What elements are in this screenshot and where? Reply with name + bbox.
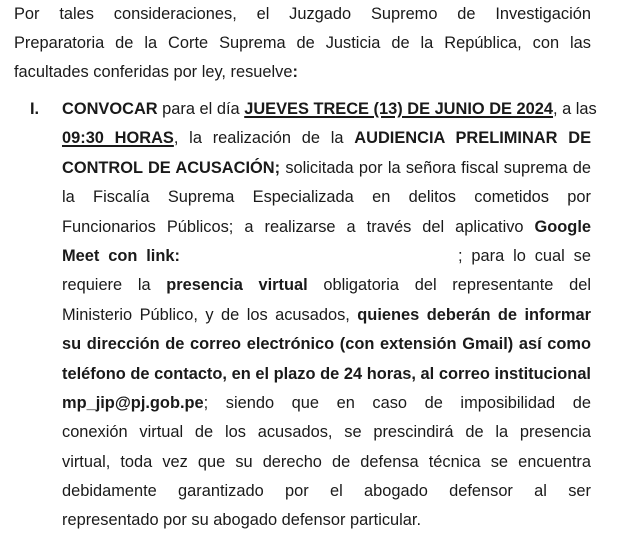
item-line-14: debidamente garantizado por el abogado defensor al ser bbox=[62, 482, 591, 501]
item-line-3 bbox=[62, 154, 591, 183]
item-line-2 bbox=[62, 124, 591, 153]
item-text: solicitada por la señora fiscal suprema de bbox=[280, 158, 591, 177]
inform-requirement: quienes deberán de informar bbox=[357, 305, 591, 324]
item-line-7 bbox=[62, 271, 591, 300]
intro-line-3 bbox=[14, 58, 591, 87]
item-text: Ministerio Público, y de los acusados, bbox=[62, 305, 358, 324]
intro-colon: : bbox=[292, 63, 298, 81]
item-text: , la realización de la bbox=[173, 129, 355, 148]
item-text: , a las bbox=[553, 100, 597, 118]
item-text: requiere la bbox=[62, 276, 167, 295]
item-line-9: su dirección de correo electrónico (con extensión Gmail) así como bbox=[62, 335, 591, 354]
item-line-13: virtual, toda vez que su derecho de defensa técnica se encuentra bbox=[62, 452, 591, 471]
intro-line-3-text: facultades conferidas por ley, resuelve bbox=[14, 63, 293, 81]
item-line-15: representado por su abogado defensor particular. bbox=[62, 511, 422, 530]
institutional-email: mp_jip@pj.gob.pe bbox=[62, 393, 204, 412]
meet-link-label: Meet con link: bbox=[62, 246, 180, 265]
item-text: ; siendo que en caso de imposibilidad de bbox=[203, 393, 591, 412]
item-text: obligatoria del representante del bbox=[307, 276, 591, 295]
intro-line-1: Por tales consideraciones, el Juzgado Supremo de Investigación bbox=[14, 5, 591, 23]
item-line-4: la Fiscalía Suprema Especializada en delitos cometidos por bbox=[62, 188, 591, 207]
intro-paragraph bbox=[14, 0, 591, 87]
item-line-8 bbox=[62, 301, 591, 330]
item-text: Funcionarios Públicos; a realizarse a través del aplicativo bbox=[62, 217, 535, 236]
item-numeral: I. bbox=[30, 100, 40, 118]
item-text: ; para lo cual se bbox=[457, 246, 591, 265]
item-line-1 bbox=[62, 95, 597, 124]
app-name: Google bbox=[534, 217, 591, 236]
item-line-5 bbox=[62, 213, 591, 242]
item-text: para el día bbox=[157, 100, 245, 118]
virtual-presence: presencia virtual bbox=[166, 276, 308, 295]
hearing-type-cont: CONTROL DE ACUSACIÓN; bbox=[62, 158, 281, 177]
hearing-type: AUDIENCIA PRELIMINAR DE bbox=[354, 129, 592, 148]
item-line-12: conexión virtual de los acusados, se prescindirá de la presencia bbox=[62, 423, 591, 442]
item-line-6 bbox=[62, 242, 591, 271]
hearing-date: JUEVES TRECE (13) DE JUNIO DE 2024 bbox=[244, 100, 554, 118]
item-line-11 bbox=[62, 389, 591, 418]
hearing-time: 09:30 HORAS bbox=[62, 129, 174, 148]
intro-line-2: Preparatoria de la Corte Suprema de Justicia de la República, con las bbox=[14, 34, 591, 52]
item-line-10: teléfono de contacto, en el plazo de 24 horas, al correo institucional bbox=[62, 364, 591, 383]
convocar-keyword: CONVOCAR bbox=[62, 100, 158, 118]
item-i-paragraph bbox=[62, 95, 597, 536]
